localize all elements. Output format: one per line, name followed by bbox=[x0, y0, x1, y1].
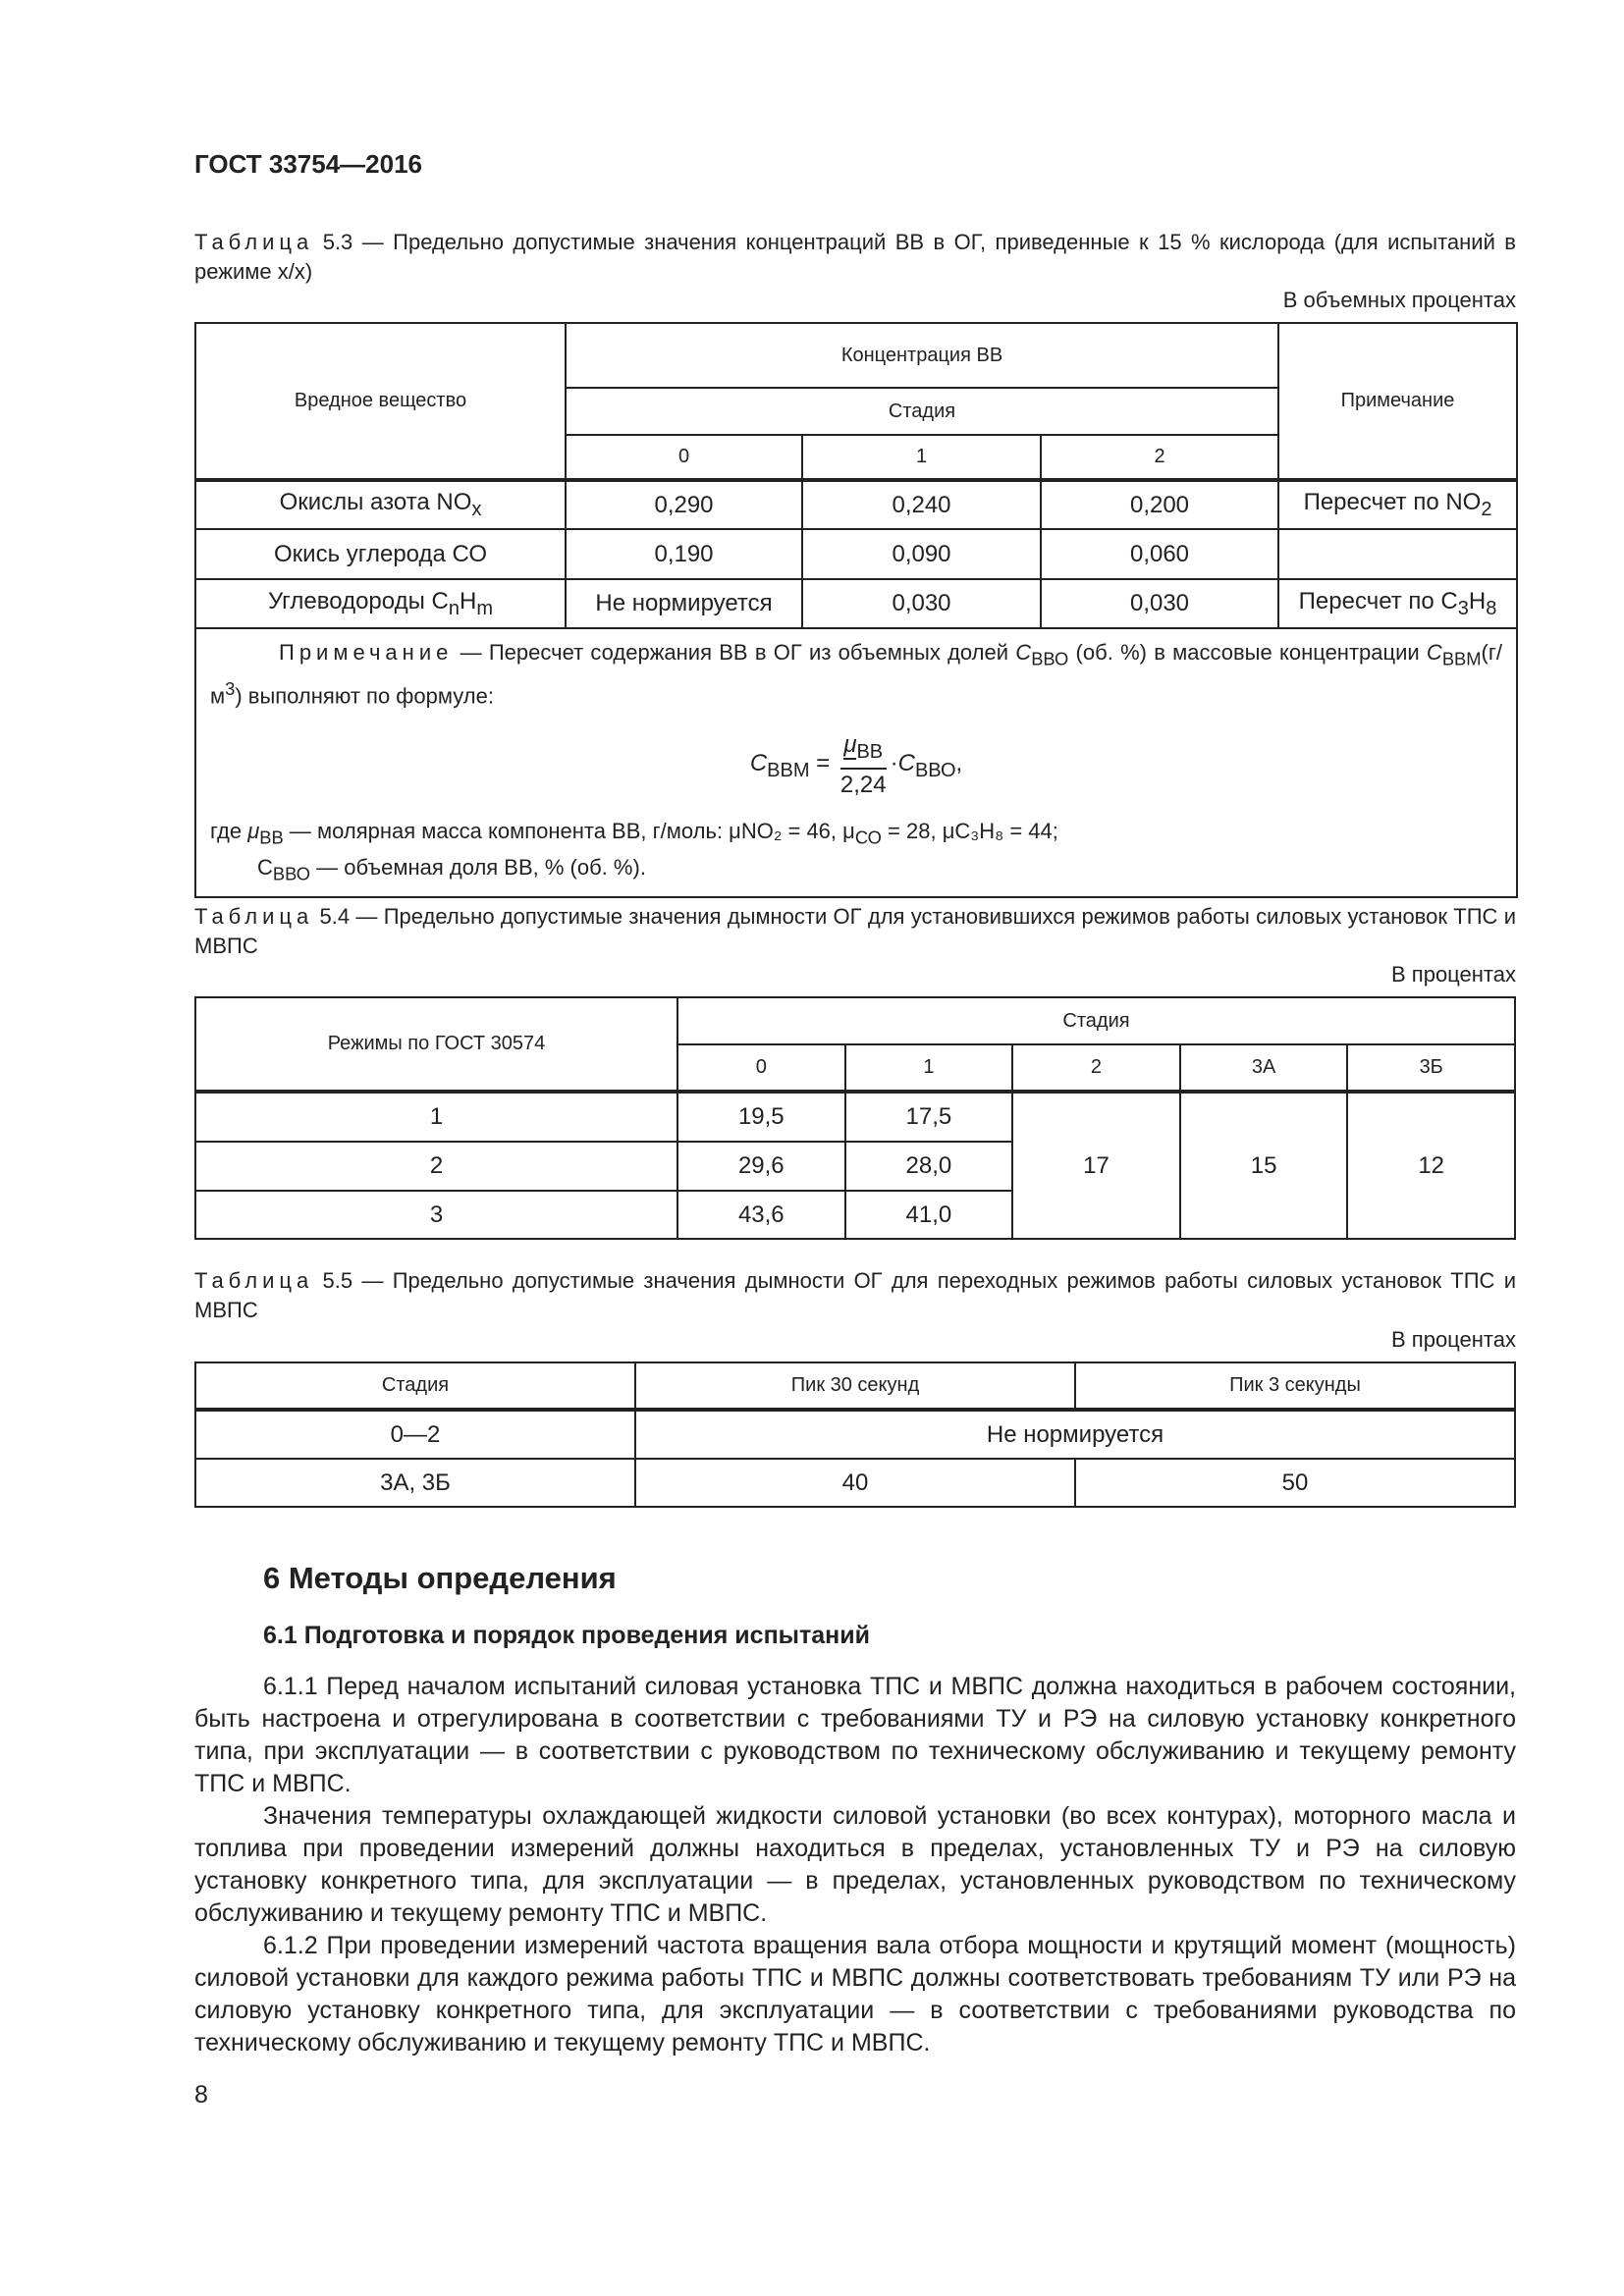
table-5-3-caption bbox=[194, 228, 1516, 287]
symbol: C bbox=[1015, 640, 1032, 665]
value-cell: 40 bbox=[635, 1459, 1075, 1507]
table-5-5 bbox=[194, 1362, 1516, 1508]
table-5-5-unit: В процентах bbox=[1391, 1327, 1516, 1352]
numerator bbox=[840, 729, 887, 770]
symbol: C bbox=[897, 749, 915, 776]
table-5-3-unit: В объемных процентах bbox=[1282, 288, 1516, 312]
note-text: Пересчет по NO bbox=[1303, 489, 1482, 516]
paragraph: 6.1.2 При проведении измерений частота вращения вала отбора мощности и крутящий момент (мощность) силовой установки для каждого режима работы ТПС и МВПС должны соответствовать требованиям ТУ или РЭ на силовую установку конкретного типа, для эксплуатации — в соответствии с требованиями руководства по техническому обслуживанию и текущему ремонту ТПС и МВПС. bbox=[194, 1932, 1516, 2056]
fraction bbox=[840, 729, 887, 800]
note-text: где bbox=[210, 818, 248, 843]
substance-name: Окислы азота NO bbox=[279, 489, 472, 516]
value-cell: 50 bbox=[1075, 1459, 1515, 1507]
section-heading: 6 Методы определения bbox=[263, 1561, 617, 1595]
value-cell: Не нормируется bbox=[566, 579, 802, 628]
merged-value-cell: 12 bbox=[1347, 1092, 1515, 1239]
table-5-4 bbox=[194, 996, 1516, 1240]
value-cell: 0,030 bbox=[1041, 579, 1278, 628]
value-cell: 0,200 bbox=[1041, 480, 1278, 529]
subscript: ВВ bbox=[259, 826, 284, 847]
value-cell: 0,290 bbox=[566, 480, 802, 529]
stage-header: 3А bbox=[1180, 1044, 1348, 1092]
value-cell: 0,240 bbox=[802, 480, 1041, 529]
table-5-3 bbox=[194, 322, 1518, 898]
value-cell: 0,030 bbox=[802, 579, 1041, 628]
subscript: ВВМ bbox=[1441, 648, 1482, 669]
symbol: μ bbox=[247, 818, 260, 843]
symbol: C bbox=[257, 854, 273, 880]
table-row bbox=[195, 1459, 1515, 1507]
subscript: n bbox=[448, 597, 460, 619]
superscript: 3 bbox=[225, 678, 236, 700]
subscript: ВВО bbox=[914, 759, 956, 781]
note-cell bbox=[1278, 480, 1517, 529]
note-label: Примечание bbox=[279, 640, 454, 665]
subscript: 2 bbox=[1481, 498, 1492, 520]
stage-cell: 3А, 3Б bbox=[195, 1459, 635, 1507]
subscript: СО bbox=[854, 826, 882, 847]
value-cell: 28,0 bbox=[845, 1142, 1013, 1191]
note-text: (г/м bbox=[210, 640, 1502, 709]
table-5-4-caption bbox=[194, 902, 1516, 961]
mode-cell: 3 bbox=[195, 1191, 677, 1239]
value-cell: 0,060 bbox=[1041, 529, 1278, 579]
merged-value-cell: 17 bbox=[1012, 1092, 1180, 1239]
subscript: ВВО bbox=[272, 863, 310, 884]
value-cell: 17,5 bbox=[845, 1092, 1013, 1142]
substance-name: Углеводороды C bbox=[268, 587, 449, 614]
table-label: Таблица bbox=[194, 230, 314, 254]
note-text: ) выполняют по формуле: bbox=[235, 683, 494, 709]
stage-header: 3Б bbox=[1347, 1044, 1515, 1092]
note-text: — молярная масса компонента ВВ, г/моль: μNO₂ = 46, μ bbox=[283, 818, 855, 843]
subscript: 3 bbox=[1457, 597, 1469, 619]
note-cell bbox=[1278, 529, 1517, 579]
stage-header: 1 bbox=[845, 1044, 1013, 1092]
subsection-heading: 6.1 Подготовка и порядок проведения испытаний bbox=[263, 1622, 871, 1649]
table-5-5-caption bbox=[194, 1266, 1516, 1325]
stage-header: 2 bbox=[1012, 1044, 1180, 1092]
table-row bbox=[195, 480, 1517, 529]
merged-value-cell: Не нормируется bbox=[635, 1410, 1515, 1459]
value-cell: 41,0 bbox=[845, 1191, 1013, 1239]
symbol: μ bbox=[843, 730, 857, 758]
table-row bbox=[195, 529, 1517, 579]
header-stage: Стадия bbox=[195, 1362, 635, 1410]
paragraph: Значения температуры охлаждающей жидкости силовой установки (во всех контурах), моторного масла и топлива при проведении измерений должны находиться в пределах, установленных ТУ и РЭ на силовую установку конкретного типа, для эксплуатации — в пределах, установленных руководством по техническому обслуживанию и текущему ремонту ТПС и МВПС. bbox=[194, 1802, 1516, 1927]
note-text: Пересчет по C bbox=[1298, 587, 1458, 614]
subscript: m bbox=[476, 597, 493, 619]
table-row bbox=[195, 579, 1517, 628]
header-substance: Вредное вещество bbox=[195, 323, 566, 480]
page-number: 8 bbox=[194, 2081, 208, 2109]
note-text: (об. %) в массовые концентрации bbox=[1068, 640, 1427, 665]
subscript: ВВ bbox=[856, 740, 884, 763]
value-cell: 43,6 bbox=[677, 1191, 845, 1239]
header-stage: Стадия bbox=[566, 388, 1278, 435]
table-row bbox=[195, 1092, 1515, 1142]
symbol: C bbox=[749, 749, 768, 776]
value-cell: 0,190 bbox=[566, 529, 802, 579]
denominator: 2,24 bbox=[839, 771, 887, 798]
value-cell: 0,090 bbox=[802, 529, 1041, 579]
section-body bbox=[194, 1671, 1516, 2059]
header-peak-3: Пик 3 секунды bbox=[1075, 1362, 1515, 1410]
substance-cell: Окись углерода СО bbox=[195, 529, 566, 579]
stage-header: 1 bbox=[802, 435, 1041, 480]
table-5-4-unit: В процентах bbox=[1391, 962, 1516, 987]
caption-text: 5.4 — Предельно допустимые значения дымности ОГ для установившихся режимов работы силовых установок ТПС и МВПС bbox=[194, 904, 1516, 958]
merged-value-cell: 15 bbox=[1180, 1092, 1348, 1239]
value-cell: 29,6 bbox=[677, 1142, 845, 1191]
note-text: = 28, μC₃H₈ = 44; bbox=[881, 818, 1058, 843]
table-label: Таблица bbox=[194, 1268, 314, 1293]
subscript: 8 bbox=[1486, 597, 1497, 619]
formula: $C_{ВВМ}$ = $\frac{\mu_{ВВ}}{2,24}$ $\cdot C_{ВВО}$, bbox=[749, 730, 963, 798]
value-cell: 19,5 bbox=[677, 1092, 845, 1142]
substance-cell bbox=[195, 579, 566, 628]
note-text: — объемная доля ВВ, % (об. %). bbox=[310, 854, 646, 880]
caption-text: 5.3 — Предельно допустимые значения концентраций ВВ в ОГ, приведенные к 15 % кислорода (для испытаний в режиме х/х) bbox=[194, 230, 1516, 284]
table-row bbox=[195, 1410, 1515, 1459]
subscript: ВВМ bbox=[767, 759, 810, 781]
stage-cell: 0—2 bbox=[195, 1410, 635, 1459]
table-label: Таблица bbox=[194, 904, 314, 929]
mode-cell: 2 bbox=[195, 1142, 677, 1191]
header-stage: Стадия bbox=[677, 997, 1515, 1044]
stage-header: 0 bbox=[566, 435, 802, 480]
header-peak-30: Пик 30 секунд bbox=[635, 1362, 1075, 1410]
note-text: — Пересчет содержания ВВ в ОГ из объемных долей bbox=[453, 640, 1016, 665]
stage-header: 0 bbox=[677, 1044, 845, 1092]
subscript: ВВО bbox=[1031, 648, 1069, 669]
caption-text: 5.5 — Предельно допустимые значения дымности ОГ для переходных режимов работы силовых установок ТПС и МВПС bbox=[194, 1268, 1516, 1322]
table-note bbox=[195, 628, 1517, 897]
header-modes: Режимы по ГОСТ 30574 bbox=[195, 997, 677, 1092]
note-cell bbox=[1278, 579, 1517, 628]
header-note: Примечание bbox=[1278, 323, 1517, 480]
note-text: H bbox=[1468, 587, 1487, 614]
header-concentration: Концентрация ВВ bbox=[566, 323, 1278, 388]
document-header: ГОСТ 33754—2016 bbox=[194, 149, 422, 179]
stage-header: 2 bbox=[1041, 435, 1278, 480]
substance-cell bbox=[195, 480, 566, 529]
symbol: C bbox=[1426, 640, 1442, 665]
subscript: x bbox=[471, 498, 482, 520]
paragraph: 6.1.1 Перед началом испытаний силовая установка ТПС и МВПС должна находиться в рабочем состоянии, быть настроена и отрегулирована в соответствии с требованиями ТУ и РЭ на силовую установку конкретного типа, при эксплуатации — в соответствии с руководством по техническому обслуживанию и текущему ремонту ТПС и МВПС. bbox=[194, 1673, 1516, 1797]
mode-cell: 1 bbox=[195, 1092, 677, 1142]
substance-name: H bbox=[459, 587, 477, 614]
